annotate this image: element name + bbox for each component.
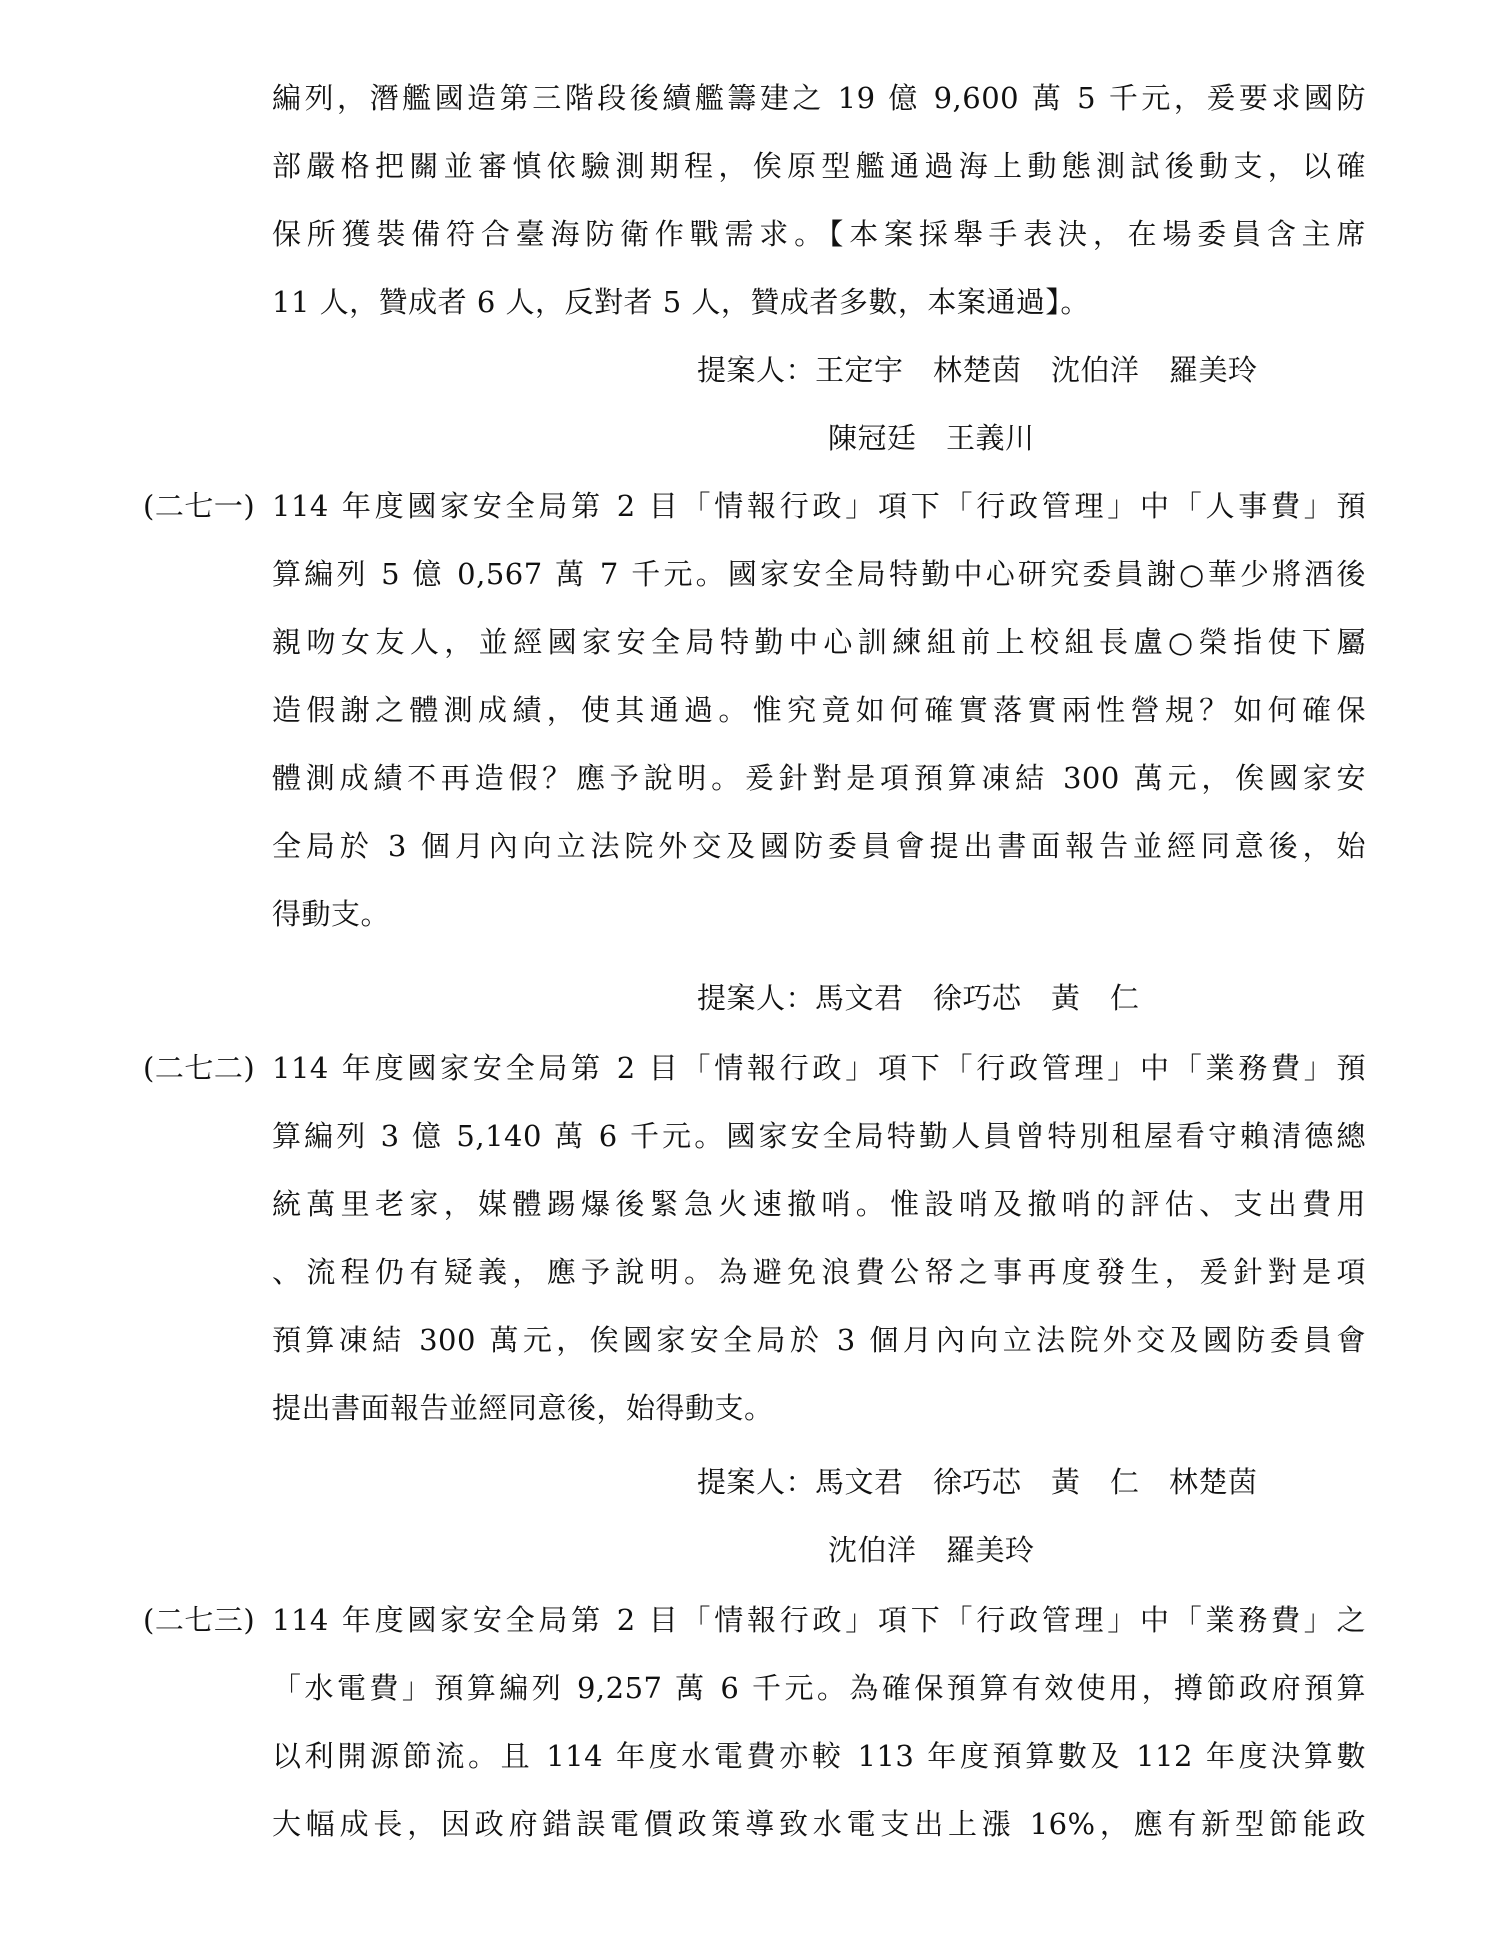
item-number-label: (二七二) [143,1051,256,1085]
proposer-line: 沈伯洋 羅美玲 [828,1533,1035,1567]
proposer-line: 提案人：馬文君 徐巧芯 黃 仁 [697,981,1140,1015]
paragraph-line: 「水電費」預算編列 9,257 萬 6 千元。為確保預算有效使用，撙節政府預算 [272,1671,1366,1705]
paragraph-line: 提出書面報告並經同意後，始得動支。 [272,1391,774,1425]
paragraph-line: 保所獲裝備符合臺海防衛作戰需求。【本案採舉手表決，在場委員含主席 [272,217,1366,251]
paragraph-line: 114 年度國家安全局第 2 目「情報行政」項下「行政管理」中「業務費」之 [272,1603,1366,1637]
paragraph-line: 114 年度國家安全局第 2 目「情報行政」項下「行政管理」中「人事費」預 [272,489,1366,523]
paragraph-line: 預算凍結 300 萬元，俟國家安全局於 3 個月內向立法院外交及國防委員會 [272,1323,1366,1357]
paragraph-line: 統萬里老家，媒體踢爆後緊急火速撤哨。惟設哨及撤哨的評估、支出費用 [272,1187,1366,1221]
paragraph-line: 編列，潛艦國造第三階段後續艦籌建之 19 億 9,600 萬 5 千元，爰要求國防 [272,81,1366,115]
paragraph-line: 體測成績不再造假？應予說明。爰針對是項預算凍結 300 萬元，俟國家安 [272,761,1366,795]
paragraph-line: 以利開源節流。且 114 年度水電費亦較 113 年度預算數及 112 年度決算數 [272,1739,1366,1773]
paragraph-line: 算編列 3 億 5,140 萬 6 千元。國家安全局特勤人員曾特別租屋看守賴清德總 [272,1119,1366,1153]
paragraph-line: 、流程仍有疑義，應予說明。為避免浪費公帑之事再度發生，爰針對是項 [272,1255,1366,1289]
proposer-line: 陳冠廷 王義川 [828,421,1035,455]
paragraph-line: 得動支。 [272,897,391,931]
paragraph-line: 全局於 3 個月內向立法院外交及國防委員會提出書面報告並經同意後，始 [272,829,1366,863]
paragraph-line: 大幅成長，因政府錯誤電價政策導致水電支出上漲 16%，應有新型節能政 [272,1807,1366,1841]
paragraph-line: 11 人，贊成者 6 人，反對者 5 人，贊成者多數，本案通過】。 [272,285,1090,319]
paragraph-line: 算編列 5 億 0,567 萬 7 千元。國家安全局特勤中心研究委員謝○華少將酒後 [272,557,1366,591]
item-number-label: (二七一) [143,489,256,523]
proposer-line: 提案人：馬文君 徐巧芯 黃 仁 林楚茵 [697,1465,1258,1499]
proposer-line: 提案人：王定宇 林楚茵 沈伯洋 羅美玲 [697,353,1258,387]
paragraph-line: 114 年度國家安全局第 2 目「情報行政」項下「行政管理」中「業務費」預 [272,1051,1366,1085]
paragraph-line: 部嚴格把關並審慎依驗測期程，俟原型艦通過海上動態測試後動支，以確 [272,149,1366,183]
paragraph-line: 親吻女友人，並經國家安全局特勤中心訓練組前上校組長盧○榮指使下屬 [272,625,1366,659]
item-number-label: (二七三) [143,1603,256,1637]
paragraph-line: 造假謝之體測成績，使其通過。惟究竟如何確實落實兩性營規？如何確保 [272,693,1366,727]
